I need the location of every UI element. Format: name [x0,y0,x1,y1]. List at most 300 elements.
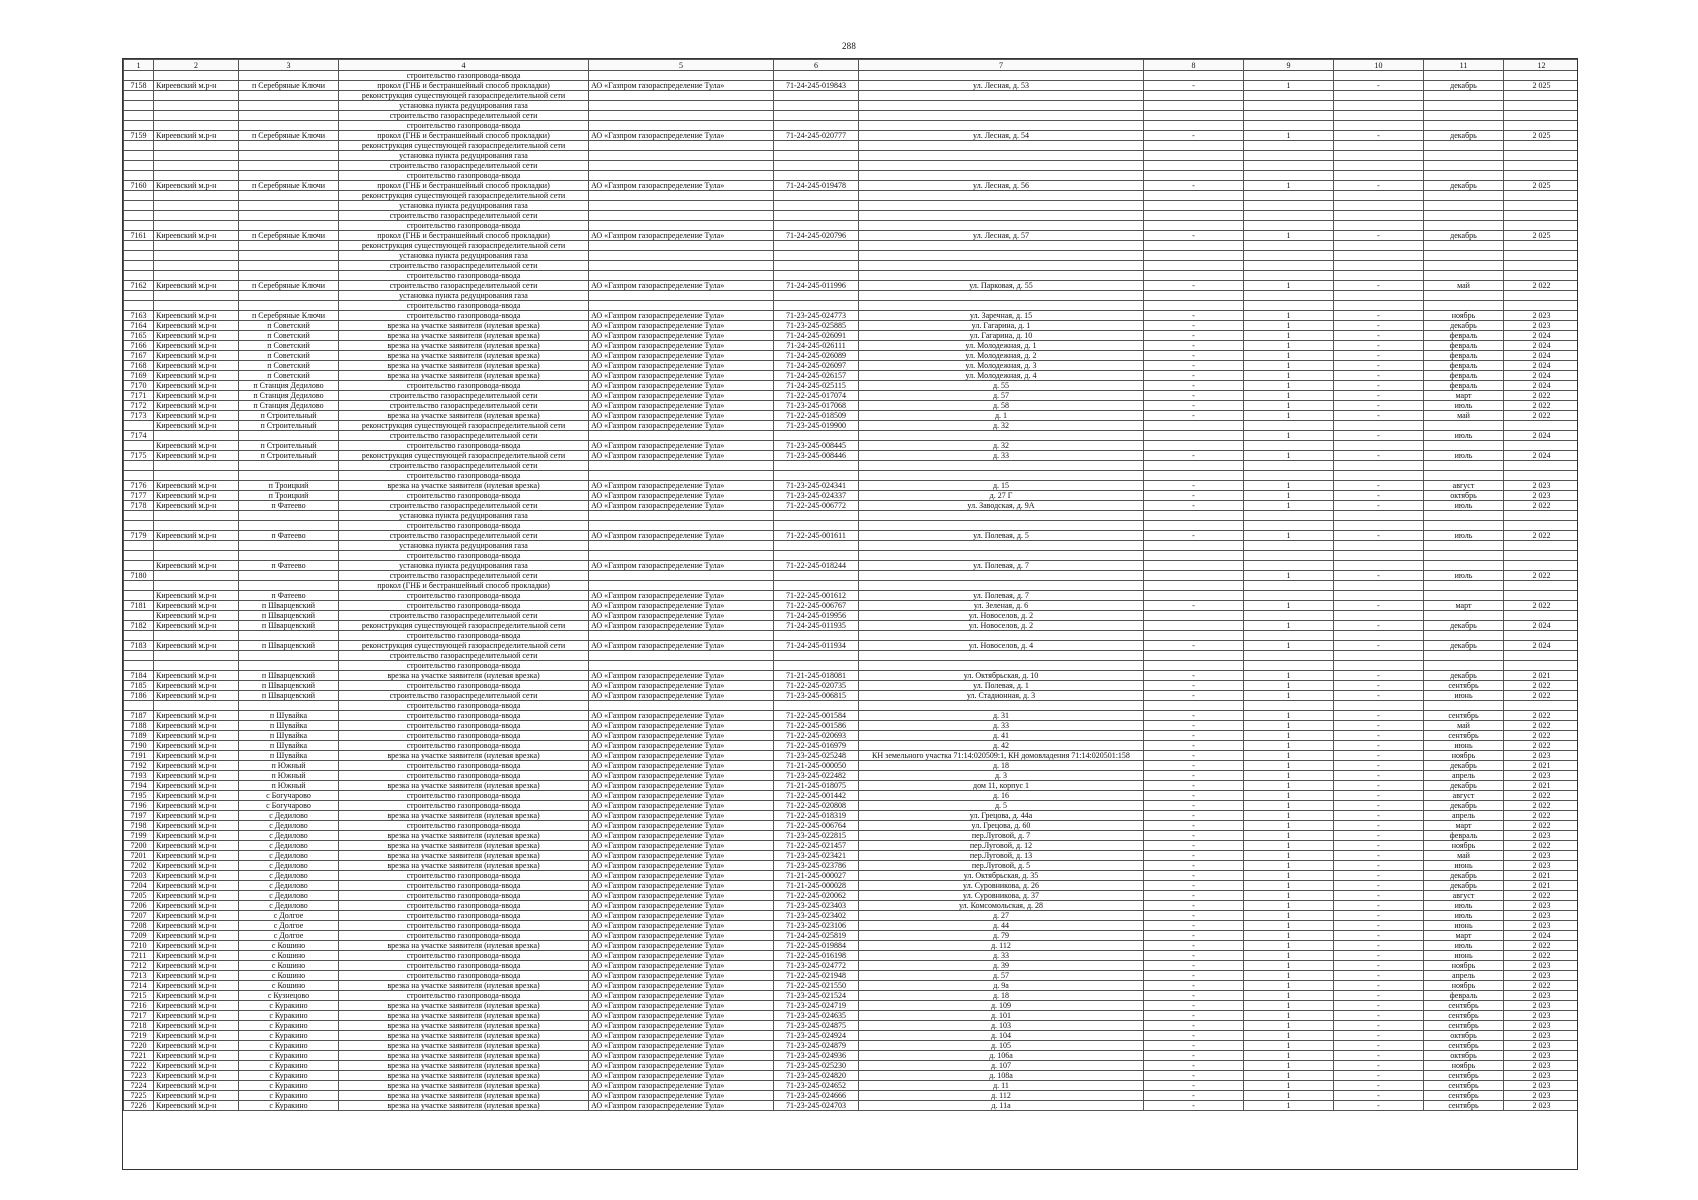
work-type-cell: врезка на участке заявителя (нулевая врезка) [339,321,589,331]
month-cell [1424,101,1504,111]
year-cell: 2 024 [1504,381,1579,391]
year-cell [1504,301,1579,311]
row-number-cell: 7217 [124,1011,154,1021]
row-number-cell: 7161 [124,231,154,241]
settlement-cell: п Советский [239,331,339,341]
quantity-cell [1244,471,1334,481]
row-number-cell: 7205 [124,891,154,901]
month-cell: февраль [1424,381,1504,391]
district-cell: Киреевский м.р-н [154,931,239,941]
settlement-cell: п Станция Дедилово [239,381,339,391]
year-cell [1504,441,1579,451]
district-cell [154,191,239,201]
table-row [124,661,1579,671]
row-number-cell: 7198 [124,821,154,831]
table-row [124,791,1579,801]
col8-cell: - [1144,391,1244,401]
col10-cell [1334,591,1424,601]
month-cell: декабрь [1424,801,1504,811]
settlement-cell: п Советский [239,341,339,351]
col8-cell: - [1144,921,1244,931]
settlement-cell [239,701,339,711]
application-number-cell [774,651,859,661]
table-row [124,581,1579,591]
table-row [124,701,1579,711]
table-header-row [124,60,1579,71]
organization-cell: АО «Газпром газораспределение Тула» [589,951,774,961]
col10-cell: - [1334,951,1424,961]
col10-cell: - [1334,781,1424,791]
application-number-cell: 71-23-245-021524 [774,991,859,1001]
table-row [124,1001,1579,1011]
settlement-cell: с Долгое [239,921,339,931]
application-number-cell: 71-23-245-023106 [774,921,859,931]
application-number-cell: 71-22-245-021457 [774,841,859,851]
quantity-cell: 1 [1244,411,1334,421]
month-cell: июнь [1424,691,1504,701]
application-number-cell [774,71,859,81]
address-cell: д. 39 [859,961,1144,971]
month-cell: май [1424,281,1504,291]
work-type-cell: строительство газораспределительной сети [339,571,589,581]
row-number-cell: 7191 [124,751,154,761]
application-number-cell: 71-23-245-008445 [774,441,859,451]
year-cell [1504,701,1579,711]
row-number-cell: 7180 [124,571,154,581]
year-cell: 2 022 [1504,731,1579,741]
col10-cell: - [1334,901,1424,911]
month-cell [1424,201,1504,211]
settlement-cell [239,271,339,281]
col10-cell [1334,161,1424,171]
month-cell: июнь [1424,861,1504,871]
work-type-cell: врезка на участке заявителя (нулевая врезка) [339,861,589,871]
col10-cell: - [1334,621,1424,631]
application-number-cell [774,161,859,171]
work-type-cell: строительство газопровода-ввода [339,731,589,741]
organization-cell [589,241,774,251]
month-cell [1424,551,1504,561]
address-cell: д. 112 [859,1091,1144,1101]
application-number-cell [774,471,859,481]
quantity-cell [1244,581,1334,591]
year-cell: 2 022 [1504,741,1579,751]
col8-cell: - [1144,951,1244,961]
col8-cell: - [1144,491,1244,501]
col8-cell: - [1144,381,1244,391]
settlement-cell [239,251,339,261]
district-cell: Киреевский м.р-н [154,351,239,361]
row-number-cell [124,141,154,151]
year-cell: 2 024 [1504,451,1579,461]
row-number-cell: 7174 [124,431,154,441]
table-row [124,71,1579,81]
application-number-cell: 71-24-245-025115 [774,381,859,391]
table-row [124,461,1579,471]
quantity-cell: 1 [1244,361,1334,371]
application-number-cell: 71-21-245-000028 [774,881,859,891]
quantity-cell: 1 [1244,531,1334,541]
organization-cell: АО «Газпром газораспределение Тула» [589,321,774,331]
application-number-cell: 71-23-245-024924 [774,1031,859,1041]
address-cell: д. 55 [859,381,1144,391]
work-type-cell: реконструкция существующей газораспределительной сети [339,241,589,251]
col8-cell: - [1144,831,1244,841]
month-cell: сентябрь [1424,731,1504,741]
application-number-cell [774,191,859,201]
address-cell: ул. Лесная, д. 57 [859,231,1144,241]
settlement-cell: с Дедилово [239,871,339,881]
quantity-cell: 1 [1244,851,1334,861]
month-cell: апрель [1424,811,1504,821]
year-cell: 2 023 [1504,771,1579,781]
work-type-cell: реконструкция существующей газораспределительной сети [339,141,589,151]
organization-cell [589,581,774,591]
row-number-cell [124,221,154,231]
month-cell [1424,581,1504,591]
address-cell: д. 11 [859,1081,1144,1091]
col8-cell [1144,141,1244,151]
col8-cell: - [1144,851,1244,861]
organization-cell: АО «Газпром газораспределение Тула» [589,371,774,381]
organization-cell [589,701,774,711]
col10-cell [1334,581,1424,591]
address-cell [859,631,1144,641]
work-type-cell: строительство газораспределительной сети [339,611,589,621]
quantity-cell: 1 [1244,1071,1334,1081]
col10-cell: - [1334,811,1424,821]
month-cell: декабрь [1424,871,1504,881]
row-number-cell: 7159 [124,131,154,141]
month-cell: июль [1424,911,1504,921]
col8-cell: - [1144,181,1244,191]
month-cell: декабрь [1424,181,1504,191]
table-row [124,741,1579,751]
application-number-cell: 71-23-245-024820 [774,1071,859,1081]
table-row [124,191,1579,201]
year-cell [1504,511,1579,521]
table-row [124,1101,1579,1111]
col10-cell: - [1334,491,1424,501]
col10-cell: - [1334,481,1424,491]
month-cell: сентябрь [1424,681,1504,691]
work-type-cell: строительство газораспределительной сети [339,461,589,471]
table-row [124,231,1579,241]
address-cell: ул. Зеленая, д. 6 [859,601,1144,611]
quantity-cell: 1 [1244,941,1334,951]
row-number-cell: 7190 [124,741,154,751]
application-number-cell [774,461,859,471]
col8-cell [1144,301,1244,311]
row-number-cell: 7183 [124,641,154,651]
settlement-cell [239,121,339,131]
quantity-cell: 1 [1244,1011,1334,1021]
settlement-cell [239,301,339,311]
row-number-cell: 7209 [124,931,154,941]
col10-cell: - [1334,571,1424,581]
table-body [124,71,1579,1111]
application-number-cell [774,271,859,281]
organization-cell: АО «Газпром газораспределение Тула» [589,1051,774,1061]
organization-cell: АО «Газпром газораспределение Тула» [589,801,774,811]
col10-cell [1334,91,1424,101]
application-number-cell: 71-23-245-024635 [774,1011,859,1021]
application-number-cell: 71-23-245-024666 [774,1091,859,1101]
district-cell: Киреевский м.р-н [154,911,239,921]
application-number-cell [774,541,859,551]
district-cell: Киреевский м.р-н [154,751,239,761]
settlement-cell: с Куракино [239,1001,339,1011]
address-cell: д. 15 [859,481,1144,491]
application-number-cell: 71-22-245-019884 [774,941,859,951]
address-cell: д. 106а [859,1051,1144,1061]
settlement-cell [239,651,339,661]
month-cell: июль [1424,401,1504,411]
table-row [124,451,1579,461]
row-number-cell: 7212 [124,961,154,971]
month-cell: июль [1424,901,1504,911]
application-number-cell: 71-24-245-026111 [774,341,859,351]
row-number-cell: 7169 [124,371,154,381]
quantity-cell: 1 [1244,681,1334,691]
table-row [124,971,1579,981]
month-cell [1424,91,1504,101]
work-type-cell: установка пункта редуцирования газа [339,251,589,261]
col10-cell: - [1334,911,1424,921]
settlement-cell [239,161,339,171]
address-cell [859,511,1144,521]
address-cell: ул. Полевая, д. 7 [859,591,1144,601]
col10-cell [1334,241,1424,251]
organization-cell: АО «Газпром газораспределение Тула» [589,561,774,571]
address-cell [859,111,1144,121]
table-row [124,771,1579,781]
district-cell: Киреевский м.р-н [154,811,239,821]
quantity-cell: 1 [1244,501,1334,511]
district-cell: Киреевский м.р-н [154,131,239,141]
col8-cell: - [1144,311,1244,321]
table-row [124,571,1579,581]
col8-cell [1144,241,1244,251]
year-cell [1504,631,1579,641]
organization-cell: АО «Газпром газораспределение Тула» [589,1011,774,1021]
application-number-cell [774,261,859,271]
work-type-cell: установка пункта редуцирования газа [339,291,589,301]
table-row [124,261,1579,271]
work-type-cell: строительство газораспределительной сети [339,501,589,511]
work-type-cell: строительство газопровода-ввода [339,521,589,531]
month-cell: декабрь [1424,231,1504,241]
year-cell: 2 023 [1504,831,1579,841]
address-cell: д. 41 [859,731,1144,741]
application-number-cell: 71-21-245-018081 [774,671,859,681]
district-cell [154,511,239,521]
organization-cell: АО «Газпром газораспределение Тула» [589,401,774,411]
table-row [124,321,1579,331]
district-cell: Киреевский м.р-н [154,761,239,771]
organization-cell: АО «Газпром газораспределение Тула» [589,1031,774,1041]
organization-cell: АО «Газпром газораспределение Тула» [589,131,774,141]
settlement-cell: с Кошино [239,981,339,991]
application-number-cell: 71-23-245-006815 [774,691,859,701]
address-cell: д. 1 [859,411,1144,421]
work-type-cell: строительство газораспределительной сети [339,651,589,661]
col8-cell [1144,161,1244,171]
application-number-cell [774,101,859,111]
year-cell [1504,101,1579,111]
application-number-cell: 71-23-245-024772 [774,961,859,971]
address-cell [859,431,1144,441]
row-number-cell [124,291,154,301]
table-row [124,371,1579,381]
settlement-cell: с Дедилово [239,881,339,891]
application-number-cell [774,551,859,561]
year-cell [1504,581,1579,591]
year-cell: 2 022 [1504,401,1579,411]
table-row [124,1051,1579,1061]
application-number-cell: 71-21-245-000050 [774,761,859,771]
table-row [124,921,1579,931]
quantity-cell [1244,161,1334,171]
col10-cell [1334,631,1424,641]
quantity-cell: 1 [1244,311,1334,321]
year-cell [1504,91,1579,101]
year-cell: 2 023 [1504,991,1579,1001]
district-cell [154,261,239,271]
address-cell [859,271,1144,281]
row-number-cell: 7211 [124,951,154,961]
quantity-cell: 1 [1244,131,1334,141]
month-cell: декабрь [1424,781,1504,791]
col10-cell [1334,71,1424,81]
organization-cell: АО «Газпром газораспределение Тула» [589,621,774,631]
application-number-cell [774,251,859,261]
work-type-cell: врезка на участке заявителя (нулевая врезка) [339,1041,589,1051]
month-cell [1424,561,1504,571]
col10-cell: - [1334,501,1424,511]
address-cell [859,201,1144,211]
work-type-cell: врезка на участке заявителя (нулевая врезка) [339,1081,589,1091]
table-row [124,911,1579,921]
row-number-cell [124,651,154,661]
table-row [124,151,1579,161]
work-type-cell: строительство газопровода-ввода [339,951,589,961]
address-cell [859,261,1144,271]
month-cell [1424,221,1504,231]
col8-cell: - [1144,341,1244,351]
application-number-cell: 71-23-245-023402 [774,911,859,921]
month-cell: сентябрь [1424,1081,1504,1091]
table-row [124,601,1579,611]
table-row [124,961,1579,971]
settlement-cell: с Долгое [239,931,339,941]
application-number-cell: 71-22-245-018244 [774,561,859,571]
district-cell: Киреевский м.р-н [154,421,239,431]
organization-cell: АО «Газпром газораспределение Тула» [589,831,774,841]
col10-cell [1334,111,1424,121]
col8-cell [1144,151,1244,161]
row-number-cell: 7203 [124,871,154,881]
settlement-cell: п Южный [239,781,339,791]
month-cell: февраль [1424,831,1504,841]
quantity-cell [1244,441,1334,451]
work-type-cell: врезка на участке заявителя (нулевая врезка) [339,781,589,791]
organization-cell [589,631,774,641]
table-row [124,421,1579,431]
col10-cell: - [1334,841,1424,851]
table-row [124,991,1579,1001]
district-cell: Киреевский м.р-н [154,1051,239,1061]
col8-cell [1144,571,1244,581]
organization-cell: АО «Газпром газораспределение Тула» [589,711,774,721]
address-cell: д. 101 [859,1011,1144,1021]
table-row [124,1061,1579,1071]
settlement-cell: с Дедилово [239,901,339,911]
application-number-cell: 71-22-245-020693 [774,731,859,741]
col10-cell: - [1334,1031,1424,1041]
col8-cell: - [1144,531,1244,541]
column-header: 6 [774,60,859,71]
organization-cell [589,251,774,261]
application-number-cell [774,141,859,151]
year-cell: 2 023 [1504,1021,1579,1031]
organization-cell: АО «Газпром газораспределение Тула» [589,1101,774,1111]
year-cell [1504,561,1579,571]
col8-cell: - [1144,931,1244,941]
month-cell [1424,251,1504,261]
month-cell [1424,591,1504,601]
quantity-cell: 1 [1244,891,1334,901]
organization-cell [589,521,774,531]
year-cell: 2 024 [1504,331,1579,341]
application-number-cell: 71-22-245-001612 [774,591,859,601]
year-cell: 2 023 [1504,1101,1579,1111]
quantity-cell: 1 [1244,1101,1334,1111]
col8-cell [1144,211,1244,221]
address-cell: ул. Полевая, д. 5 [859,531,1144,541]
year-cell: 2 024 [1504,341,1579,351]
year-cell: 2 022 [1504,801,1579,811]
quantity-cell: 1 [1244,881,1334,891]
district-cell: Киреевский м.р-н [154,391,239,401]
settlement-cell: с Кошино [239,941,339,951]
table-row [124,651,1579,661]
address-cell: ул. Лесная, д. 53 [859,81,1144,91]
col8-cell: - [1144,711,1244,721]
address-cell: пер.Луговой, д. 5 [859,861,1144,871]
row-number-cell [124,101,154,111]
year-cell: 2 023 [1504,481,1579,491]
year-cell [1504,291,1579,301]
table-row [124,711,1579,721]
col10-cell [1334,221,1424,231]
district-cell [154,141,239,151]
year-cell: 2 023 [1504,321,1579,331]
month-cell [1424,421,1504,431]
table-row [124,491,1579,501]
quantity-cell: 1 [1244,231,1334,241]
settlement-cell: с Куракино [239,1021,339,1031]
work-type-cell: врезка на участке заявителя (нулевая врезка) [339,1031,589,1041]
district-cell: Киреевский м.р-н [154,341,239,351]
col8-cell [1144,261,1244,271]
application-number-cell: 71-22-245-016979 [774,741,859,751]
month-cell [1424,211,1504,221]
col8-cell: - [1144,991,1244,1001]
address-cell: ул. Октябрьская, д. 10 [859,671,1144,681]
organization-cell: АО «Газпром газораспределение Тула» [589,671,774,681]
col8-cell: - [1144,1051,1244,1061]
